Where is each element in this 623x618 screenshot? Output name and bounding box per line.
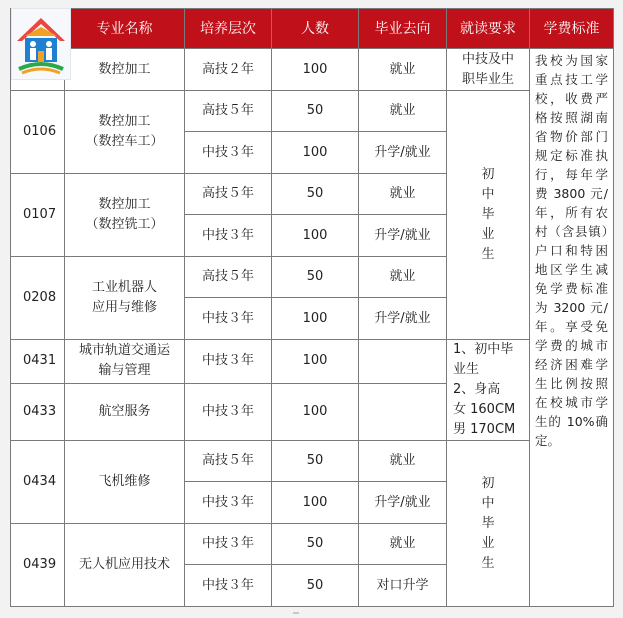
level-cell: 中技３年 [185,383,272,440]
header-count: 人数 [272,9,359,49]
destination-cell: 就业 [359,49,447,91]
code-cell: 0107 [11,174,65,257]
level-cell: 高技５年 [185,91,272,132]
count-cell: 100 [272,340,359,384]
destination-cell: 对口升学 [359,565,447,607]
level-cell: 高技５年 [185,257,272,298]
header-level: 培养层次 [185,9,272,49]
name-cell: 数控加工 （数控车工） [65,91,185,174]
destination-cell [359,383,447,440]
destination-cell: 就业 [359,257,447,298]
level-cell: 高技５年 [185,174,272,215]
name-cell: 无人机应用技术 [65,524,185,607]
header-fee: 学费标准 [530,9,614,49]
code-cell: 0434 [11,441,65,524]
header-destination: 毕业去向 [359,9,447,49]
count-cell: 100 [272,49,359,91]
header-name: 专业名称 [65,9,185,49]
requirement-cell: 1、初中毕 业生 2、身高 女 160CM 男 170CM [447,340,530,441]
requirement-cell: 初 中 毕 业 生 [447,441,530,607]
count-cell: 50 [272,91,359,132]
code-cell: 0208 [11,257,65,340]
count-cell: 100 [272,383,359,440]
destination-cell: 就业 [359,174,447,215]
fee-cell: 我校为国家重点技工学校，收费严格按照湖南省物价部门规定标准执行，每年学费 3800 元/年，所有农村（含县镇）户口和特困地区学生减免学费标准为 3200 元/年。享受免学费的城市经济困难学生比例按照在校城市学生的 10%确定。 [530,49,614,607]
table-row [11,91,614,132]
code-cell: 0106 [11,91,65,174]
count-cell: 50 [272,441,359,482]
code-cell: 0431 [11,340,65,384]
count-cell: 100 [272,215,359,257]
destination-cell [359,340,447,384]
destination-cell: 升学/就业 [359,215,447,257]
destination-cell: 就业 [359,524,447,565]
destination-cell: 就业 [359,441,447,482]
count-cell: 100 [272,132,359,174]
level-cell: 中技３年 [185,132,272,174]
table-row [11,49,614,91]
requirement-cell: 初 中 毕 业 生 [447,91,530,340]
house-logo-icon [11,8,71,80]
table-row [11,340,614,384]
name-cell: 飞机维修 [65,441,185,524]
name-cell: 航空服务 [65,383,185,440]
level-cell: 中技３年 [185,340,272,384]
destination-cell: 升学/就业 [359,482,447,524]
count-cell: 50 [272,524,359,565]
name-cell: 工业机器人 应用与维修 [65,257,185,340]
count-cell: 50 [272,257,359,298]
level-cell: 高技５年 [185,441,272,482]
count-cell: 100 [272,298,359,340]
name-cell: 城市轨道交通运 输与管理 [65,340,185,384]
level-cell: 中技３年 [185,215,272,257]
destination-cell: 就业 [359,91,447,132]
level-cell: 中技３年 [185,524,272,565]
level-cell: 高技２年 [185,49,272,91]
page-indicator [293,612,299,614]
count-cell: 100 [272,482,359,524]
level-cell: 中技３年 [185,298,272,340]
enrollment-table [10,8,614,607]
name-cell: 数控加工 [65,49,185,91]
code-cell: 0439 [11,524,65,607]
table-row [11,441,614,482]
level-cell: 中技３年 [185,565,272,607]
level-cell: 中技３年 [185,482,272,524]
requirement-cell: 中技及中 职毕业生 [447,49,530,91]
header-requirement: 就读要求 [447,9,530,49]
destination-cell: 升学/就业 [359,298,447,340]
code-cell: 0433 [11,383,65,440]
header-row [11,9,614,49]
count-cell: 50 [272,174,359,215]
name-cell: 数控加工 （数控铣工） [65,174,185,257]
destination-cell: 升学/就业 [359,132,447,174]
count-cell: 50 [272,565,359,607]
